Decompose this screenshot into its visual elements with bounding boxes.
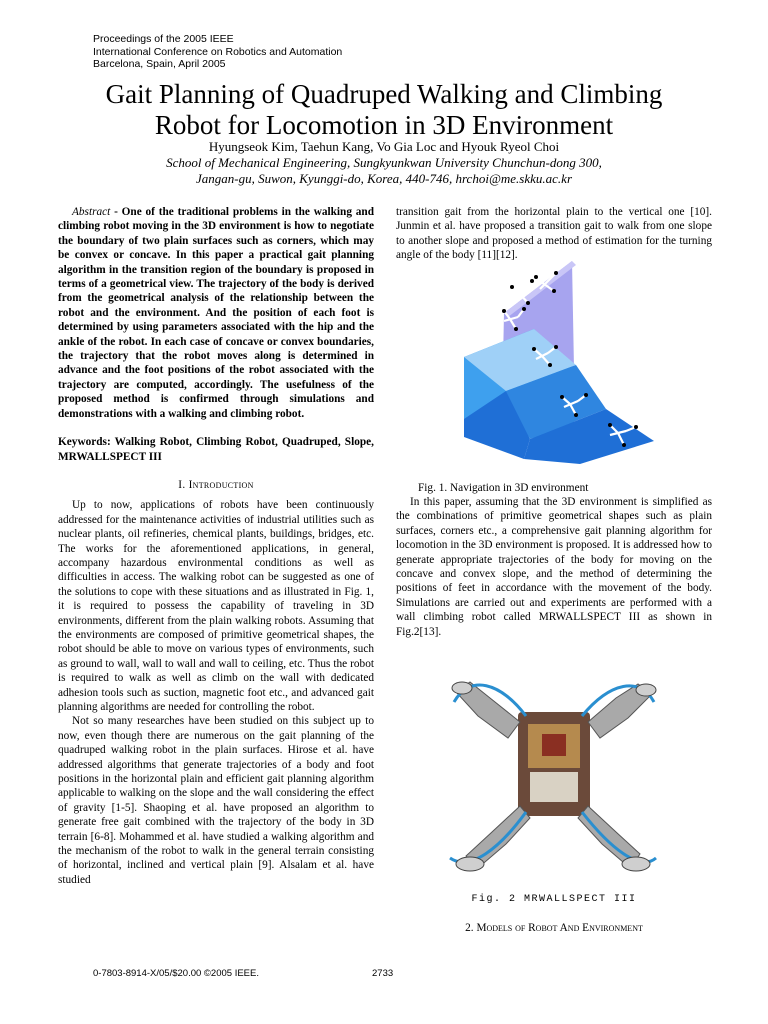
proceedings-line-2: International Conference on Robotics and Automation [93, 45, 343, 58]
affiliation-line-2: Jangan-gu, Suwon, Kyunggi-do, Korea, 440-746, hrchoi@me.skku.ac.kr [195, 171, 573, 186]
authors: Hyungseok Kim, Taehun Kang, Vo Gia Loc and Hyouk Ryeol Choi [208, 139, 560, 154]
keywords: Keywords: Walking Robot, Climbing Robot, Quadruped, Slope, MRWALLSPECT III [58, 436, 374, 463]
page-number: 2733 [372, 968, 394, 979]
title-line-2: Robot for Locomotion in 3D Environment [154, 110, 614, 140]
proceedings-header [93, 33, 342, 71]
abstract-text: - One of the traditional problems in the walking and climbing robot moving in the 3D environment is how to negotiate the boundary of two plain surfaces such as corners, which may be convex or concave. In this paper a practical gait planning algorithm in the transition region of the boundary is proposed in terms of a geometrical view. The trajectory of the body is derived from the geometrical analysis of the relationship between the robot and the environment. And the position of each foot is determined by using parameters associated with the hip and the ankle of the robot. In each case of concave or convex boundaries, the trajectory that the robot moves along is determined in advance and the foot positions of the robot associated with the trajectory are computed, accordingly. The usefulness of the proposed method is confirmed through simulations and demonstrations with a walking and climbing robot. [58, 206, 374, 420]
paper-title [40, 79, 728, 141]
robot-body-chip [542, 734, 566, 756]
section-2-heading: 2. Models of Robot And Environment [465, 922, 643, 934]
figure-1-navigation-illustration [464, 259, 654, 464]
title-line-1: Gait Planning of Quadruped Walking and Climbing [105, 79, 663, 109]
proceedings-line-3: Barcelona, Spain, April 2005 [93, 58, 226, 70]
figure-1-caption: Fig. 1. Navigation in 3D environment [418, 482, 589, 494]
affiliation-line-1: School of Mechanical Engineering, Sungkyunkwan University Chunchun-dong 300, [166, 155, 602, 170]
affiliation [40, 155, 728, 187]
intro-paragraph-3: In this paper, assuming that the 3D environment is simplified as the combinations of primitive geometrical shapes such as plain surfaces, corners etc., a comprehensive gait planning algorithm for locomotion in the 3D environment is proposed. It is addressed how to generate appropriate trajectories of the body for moving on the concave and convex slope, and the method of determining the positions of feet in accordance with the movement of the body. Simulations are carried out and experiments are performed with a wall climbing robot called MRWALLSPECT III as shown in Fig.2[13]. [396, 496, 712, 638]
intro-paragraph-1: Up to now, applications of robots have been continuously addressed for the maintenance activities of industrial utilities such as nuclear plants, oil refineries, chemical plants, buildings, bridges, etc. The works for the aforementioned applications, in general, accompany hazardous environmental conditions as well as difficulties in access. The walking robot can be suggested as one of the solutions to cope with these situations and as illustrated in Fig. 1, it is required to possess the capability of traveling in 3D environments, different from the plain walking robots. Assuming that the environments are composed of primitive geometrical shapes, the robot should be able to move on various types of environments, such as ground to wall, wall to wall and wall to ceiling, etc. Thus the robot is required to walk as well as climb on the wall with dedicated adhesion tools such as suction, magnetic foot etc., and advanced gait planning algorithms are needed for controlling the robot. [58, 499, 374, 713]
proceedings-line-1: Proceedings of the 2005 IEEE [93, 33, 234, 45]
robot-body-board [530, 772, 578, 802]
left-column [58, 205, 374, 887]
right-paragraph-2-wrap [396, 495, 712, 639]
copyright-footer: 0-7803-8914-X/05/$20.00 ©2005 IEEE. [93, 968, 259, 979]
figure-2-caption: Fig. 2 MRWALLSPECT III [471, 894, 637, 905]
figure-2-robot-photo [440, 672, 666, 887]
intro-paragraph-2: Not so many researches have been studied on this subject up to now, even though there are numerous on the gait planning of the quadruped walking robot in the plain surfaces. Hirose et al. have addressed algorithms that generate trajectories of a body and foot positions in the horizontal plain and efficient gait planning algorithm applicable to walking on the slope and the wall considering the effect of gravity [1-5]. Shaoping et al. have proposed an algorithm to generate free gait combined with the trajectory of the body in 3D terrain [6-8]. Mohammed et al. have studied a walking algorithm and the mechanism of the robot to walk in the general terrain consisting of horizontal, inclined and vertical plain [9]. Alsalam et al. have studied [58, 715, 374, 886]
abstract [58, 205, 374, 421]
right-column [396, 205, 712, 934]
intro-paragraph-continued: transition gait from the horizontal plain to the vertical one [10]. Junmin et al. have proposed a transition gait to walk from one slope to another slope and proposed a method of estimation for the turning angle of the body [11][12]. [396, 206, 712, 262]
section-1-heading: I. Introduction [178, 478, 254, 491]
abstract-label: Abstract [72, 206, 111, 218]
